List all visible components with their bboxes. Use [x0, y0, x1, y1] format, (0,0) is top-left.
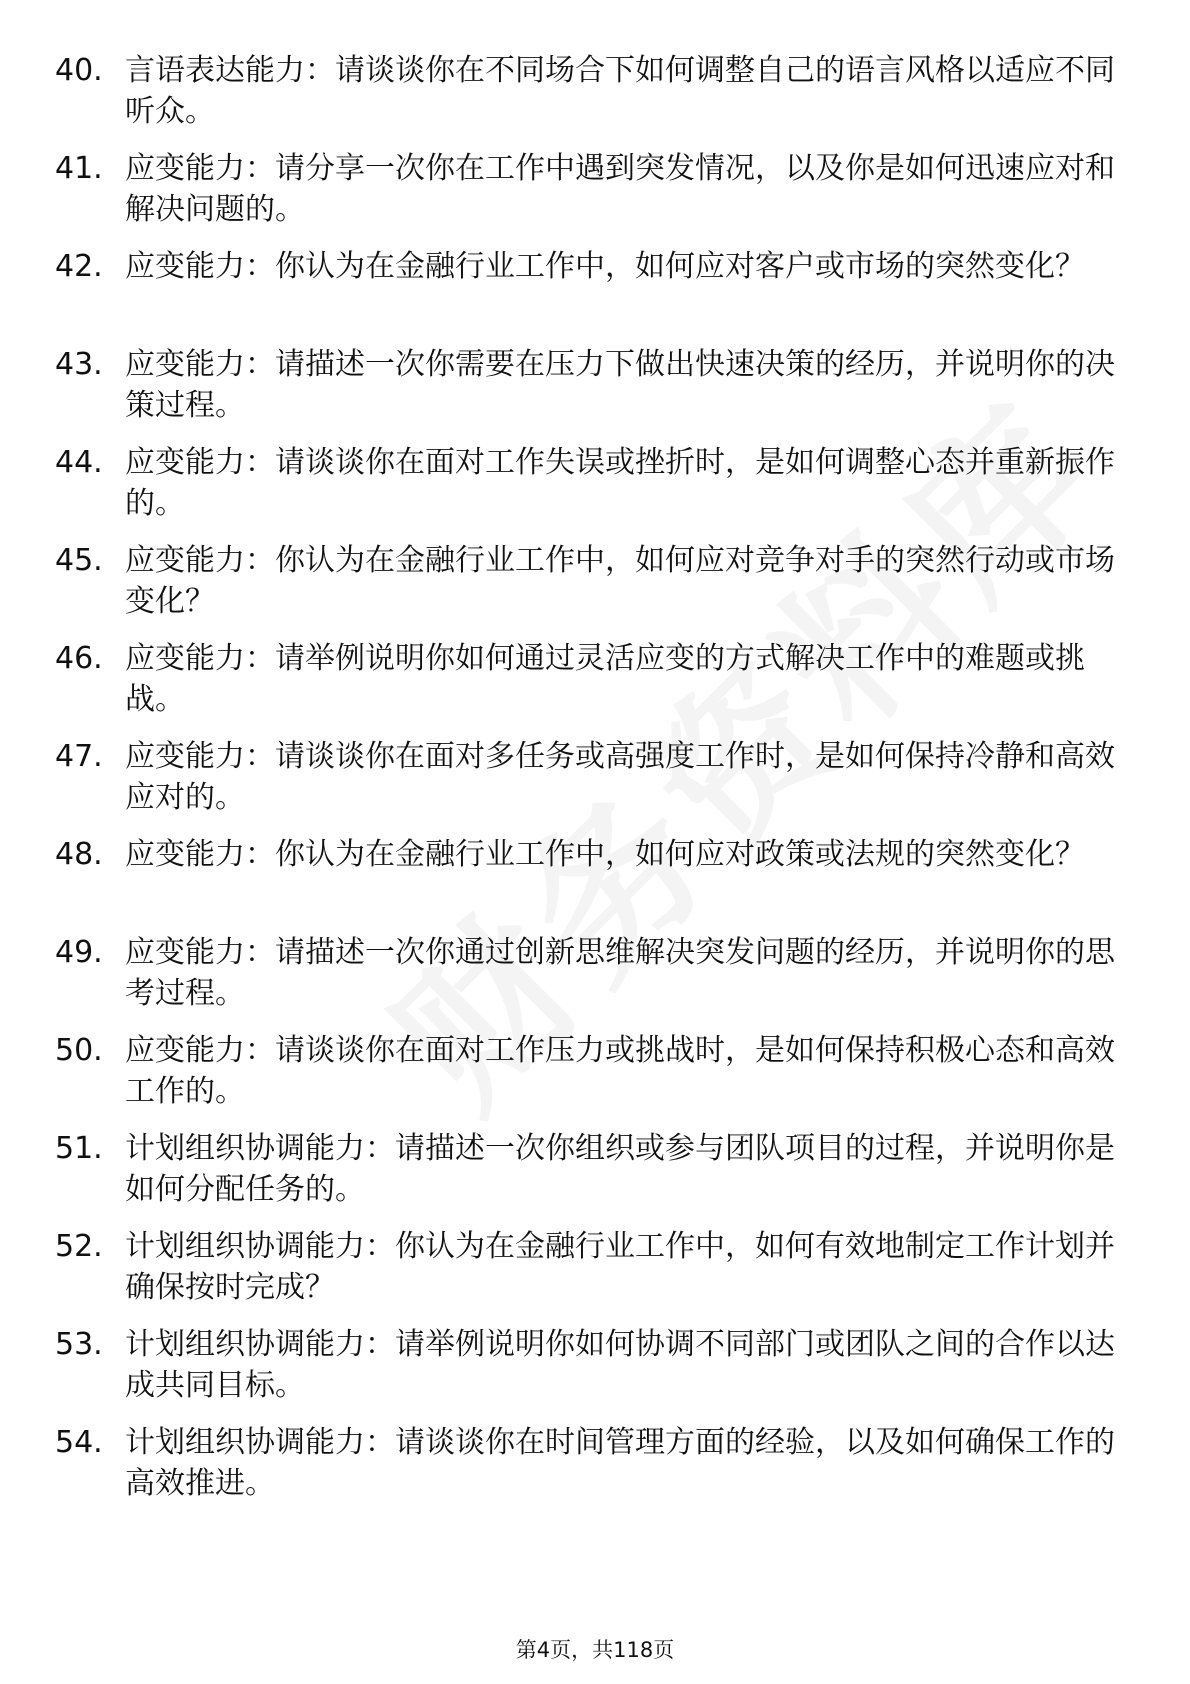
question-list	[0, 50, 1190, 1520]
list-item	[0, 932, 1190, 1030]
item-text: 言语表达能力：请谈谈你在不同场合下如何调整自己的语言风格以适应不同听众。	[125, 53, 1115, 129]
item-number: 50.	[55, 1033, 103, 1068]
item-number: 51.	[55, 1131, 103, 1166]
list-item	[0, 344, 1190, 442]
page-footer: 第4页，共118页	[515, 1638, 675, 1662]
item-text: 应变能力：你认为在金融行业工作中，如何应对客户或市场的突然变化？	[125, 249, 1085, 284]
item-text: 计划组织协调能力：请举例说明你如何协调不同部门或团队之间的合作以达成共同目标。	[125, 1327, 1115, 1403]
item-text: 计划组织协调能力：你认为在金融行业工作中，如何有效地制定工作计划并确保按时完成？	[125, 1229, 1115, 1305]
item-text: 应变能力：请分享一次你在工作中遇到突发情况，以及你是如何迅速应对和解决问题的。	[125, 151, 1115, 227]
item-text: 计划组织协调能力：请谈谈你在时间管理方面的经验，以及如何确保工作的高效推进。	[125, 1425, 1115, 1501]
item-number: 48.	[55, 837, 103, 872]
list-item	[0, 540, 1190, 638]
item-text: 应变能力：请描述一次你通过创新思维解决突发问题的经历，并说明你的思考过程。	[125, 935, 1115, 1011]
item-text: 应变能力：请举例说明你如何通过灵活应变的方式解决工作中的难题或挑战。	[125, 641, 1085, 717]
list-item	[0, 1030, 1190, 1128]
item-number: 53.	[55, 1327, 103, 1362]
list-item	[0, 834, 1190, 932]
item-number: 42.	[55, 249, 103, 284]
item-text: 应变能力：你认为在金融行业工作中，如何应对竞争对手的突然行动或市场变化？	[125, 543, 1115, 619]
item-number: 54.	[55, 1425, 103, 1460]
list-item	[0, 638, 1190, 736]
list-item	[0, 1128, 1190, 1226]
item-number: 46.	[55, 641, 103, 676]
item-number: 47.	[55, 739, 103, 774]
list-item	[0, 1226, 1190, 1324]
item-text: 应变能力：请谈谈你在面对工作失误或挫折时，是如何调整心态并重新振作的。	[125, 445, 1115, 521]
list-item	[0, 148, 1190, 246]
item-number: 44.	[55, 445, 103, 480]
item-text: 应变能力：请谈谈你在面对工作压力或挑战时，是如何保持积极心态和高效工作的。	[125, 1033, 1115, 1109]
item-number: 45.	[55, 543, 103, 578]
item-number: 41.	[55, 151, 103, 186]
list-item	[0, 736, 1190, 834]
list-item	[0, 442, 1190, 540]
item-number: 52.	[55, 1229, 103, 1264]
item-text: 应变能力：你认为在金融行业工作中，如何应对政策或法规的突然变化？	[125, 837, 1085, 872]
list-item	[0, 1422, 1190, 1520]
item-number: 49.	[55, 935, 103, 970]
item-text: 应变能力：请描述一次你需要在压力下做出快速决策的经历，并说明你的决策过程。	[125, 347, 1115, 423]
list-item	[0, 246, 1190, 344]
list-item	[0, 1324, 1190, 1422]
item-number: 43.	[55, 347, 103, 382]
item-text: 计划组织协调能力：请描述一次你组织或参与团队项目的过程，并说明你是如何分配任务的。	[125, 1131, 1115, 1207]
item-number: 40.	[55, 53, 103, 88]
list-item	[0, 50, 1190, 148]
item-text: 应变能力：请谈谈你在面对多任务或高强度工作时，是如何保持冷静和高效应对的。	[125, 739, 1115, 815]
